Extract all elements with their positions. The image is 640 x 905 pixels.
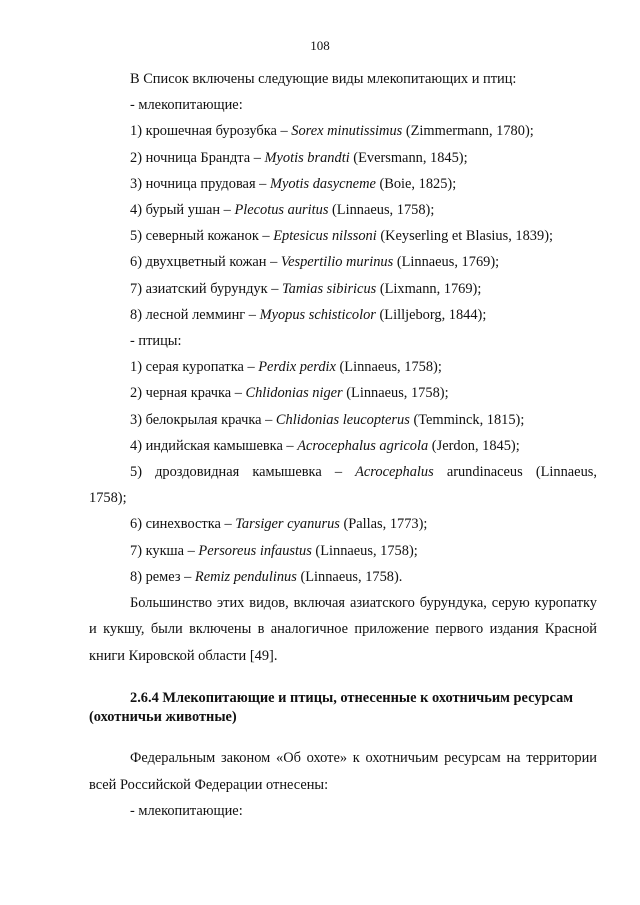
federal-law-paragraph: Федеральным законом «Об охоте» к охотничьим ресурсам на территории всей Российской Федерации отнесены: bbox=[89, 750, 597, 793]
list-item: 6) синехвостка – Tarsiger cyanurus (Pallas, 1773); bbox=[130, 516, 428, 533]
list-item: 1) серая куропатка – Perdix perdix (Linnaeus, 1758); bbox=[130, 359, 442, 376]
species-name: Acrocephalus agricola bbox=[297, 437, 429, 454]
species-name: Plecotus auritus bbox=[234, 202, 329, 219]
mammals-list bbox=[89, 118, 597, 328]
species-name: Chlidonias leucopterus bbox=[275, 411, 410, 428]
list-item: 2) ночница Брандта – Myotis brandti (Eversmann, 1845); bbox=[130, 149, 468, 166]
species-name: Tamias sibiricus bbox=[282, 280, 377, 297]
page-number: 108 bbox=[310, 38, 330, 53]
species-name: Myotis dasycneme bbox=[269, 175, 376, 192]
list-item: 8) лесной лемминг – Myopus schisticolor (Lilljeborg, 1844); bbox=[130, 306, 487, 323]
species-name: Vespertilio murinus bbox=[280, 254, 394, 271]
list-item: 6) двухцветный кожан – Vespertilio murinus (Linnaeus, 1769); bbox=[130, 254, 500, 271]
list-item: 8) ремез – Remiz pendulinus (Linnaeus, 1758). bbox=[130, 568, 403, 585]
list-item-continuation: 1758); bbox=[89, 490, 127, 507]
summary-paragraph: Большинство этих видов, включая азиатского бурундука, серую куропатку и кукшу, были включены в аналогичное приложение первого издания Красной книги Кировской области [49]. bbox=[89, 595, 597, 664]
species-name: Myotis brandti bbox=[264, 149, 350, 166]
mammals-label-2: - млекопитающие: bbox=[130, 803, 243, 820]
list-item: 5) северный кожанок – Eptesicus nilssoni (Keyserling et Blasius, 1839); bbox=[130, 228, 553, 245]
list-item: 3) белокрылая крачка – Chlidonias leucopterus (Temminck, 1815); bbox=[130, 411, 525, 428]
species-name: Tarsiger cyanurus bbox=[235, 516, 340, 533]
species-name: Perdix perdix bbox=[258, 359, 336, 376]
species-name: Chlidonias niger bbox=[245, 385, 343, 402]
species-name: Persoreus infaustus bbox=[198, 542, 312, 559]
mammals-label: - млекопитающие: bbox=[130, 97, 243, 114]
species-name: Eptesicus nilssoni bbox=[273, 228, 377, 245]
list-item: 7) кукша – Persoreus infaustus (Linnaeus, 1758); bbox=[130, 542, 418, 559]
species-name: Acrocephalus bbox=[355, 464, 434, 481]
species-name: Sorex minutissimus bbox=[291, 123, 403, 140]
intro-line: В Список включены следующие виды млекопитающих и птиц: bbox=[130, 71, 517, 87]
list-item: 2) черная крачка – Chlidonias niger (Linnaeus, 1758); bbox=[130, 385, 449, 402]
list-item: 3) ночница прудовая – Myotis dasycneme (Boie, 1825); bbox=[130, 175, 457, 192]
species-name: Myopus schisticolor bbox=[259, 306, 376, 323]
page-content bbox=[89, 66, 597, 824]
list-item: 5) дроздовидная камышевка – Acrocephalus arundinaceus (Linnaeus, bbox=[130, 464, 597, 481]
birds-list bbox=[89, 354, 597, 590]
list-item: 4) бурый ушан – Plecotus auritus (Linnaeus, 1758); bbox=[130, 202, 435, 219]
list-item: 4) индийская камышевка – Acrocephalus agricola (Jerdon, 1845); bbox=[130, 437, 520, 454]
list-item: 1) крошечная бурозубка – Sorex minutissimus (Zimmermann, 1780); bbox=[130, 123, 534, 140]
birds-label: - птицы: bbox=[130, 333, 182, 350]
list-item: 7) азиатский бурундук – Tamias sibiricus (Lixmann, 1769); bbox=[130, 280, 482, 297]
section-heading: 2.6.4 Млекопитающие и птицы, отнесенные к охотничьим ресурсам (охотничьи животные) bbox=[89, 690, 574, 726]
species-name: Remiz pendulinus bbox=[194, 568, 297, 585]
